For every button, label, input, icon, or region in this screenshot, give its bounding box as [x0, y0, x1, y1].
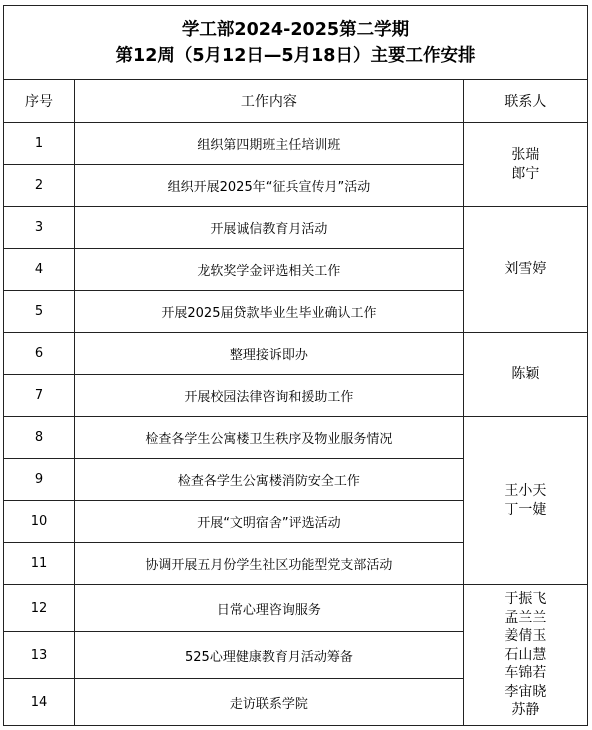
- row-task: 整理接诉即办: [75, 333, 464, 375]
- row-number: 1: [4, 123, 75, 165]
- table-title: [4, 6, 588, 80]
- row-number: 11: [4, 543, 75, 585]
- contact-name: 苏静: [511, 702, 540, 719]
- table-row: [4, 585, 588, 632]
- row-task: 日常心理咨询服务: [75, 585, 464, 632]
- row-task: 走访联系学院: [75, 679, 464, 726]
- row-number: 13: [4, 632, 75, 679]
- contact-name: 于振飞: [504, 591, 547, 608]
- contact-group-5: [463, 585, 587, 726]
- row-number: 6: [4, 333, 75, 375]
- table-row: [4, 207, 588, 249]
- row-number: 9: [4, 459, 75, 501]
- table-row: [4, 333, 588, 375]
- table-row: [4, 123, 588, 165]
- work-schedule-table: [3, 5, 588, 726]
- header-no: 序号: [4, 80, 75, 123]
- row-task: 组织开展2025年“征兵宣传月”活动: [75, 165, 464, 207]
- row-task: 525心理健康教育月活动筹备: [75, 632, 464, 679]
- contact-name: 姜倩玉: [504, 628, 547, 645]
- contact-name: 丁一婕: [504, 501, 547, 518]
- row-number: 5: [4, 291, 75, 333]
- contact-name: 郎宁: [511, 165, 540, 182]
- row-task: 协调开展五月份学生社区功能型党支部活动: [75, 543, 464, 585]
- contact-name: 张瑞: [511, 146, 540, 163]
- row-task: 开展“文明宿舍”评选活动: [75, 501, 464, 543]
- header-contact: 联系人: [463, 80, 587, 123]
- row-number: 12: [4, 585, 75, 632]
- contact-name: 孟兰兰: [504, 609, 547, 626]
- row-task: 龙软奖学金评选相关工作: [75, 249, 464, 291]
- row-task: 开展校园法律咨询和援助工作: [75, 375, 464, 417]
- row-number: 7: [4, 375, 75, 417]
- title-line-1: 学工部2024-2025第二学期: [181, 19, 410, 40]
- contact-group-2: [463, 207, 587, 333]
- contact-group-3: [463, 333, 587, 417]
- table-row: [4, 417, 588, 459]
- row-task: 组织第四期班主任培训班: [75, 123, 464, 165]
- title-row: [4, 6, 588, 80]
- contact-group-4: [463, 417, 587, 585]
- row-task: 检查各学生公寓楼消防安全工作: [75, 459, 464, 501]
- header-row: [4, 80, 588, 123]
- title-line-2: 第12周（5月12日—5月18日）主要工作安排: [115, 45, 476, 66]
- header-task: 工作内容: [75, 80, 464, 123]
- row-number: 8: [4, 417, 75, 459]
- row-task: 开展2025届贷款毕业生毕业确认工作: [75, 291, 464, 333]
- row-number: 3: [4, 207, 75, 249]
- contact-name: 陈颖: [511, 366, 540, 382]
- row-number: 10: [4, 501, 75, 543]
- contact-name: 王小天: [504, 482, 547, 499]
- contact-group-1: [463, 123, 587, 207]
- contact-name: 李宙晓: [504, 683, 547, 700]
- row-number: 4: [4, 249, 75, 291]
- row-number: 2: [4, 165, 75, 207]
- row-task: 检查各学生公寓楼卫生秩序及物业服务情况: [75, 417, 464, 459]
- contact-name: 车锦若: [504, 665, 547, 682]
- contact-name: 刘雪婷: [504, 261, 547, 277]
- row-task: 开展诚信教育月活动: [75, 207, 464, 249]
- contact-name: 石山慧: [504, 646, 547, 663]
- row-number: 14: [4, 679, 75, 726]
